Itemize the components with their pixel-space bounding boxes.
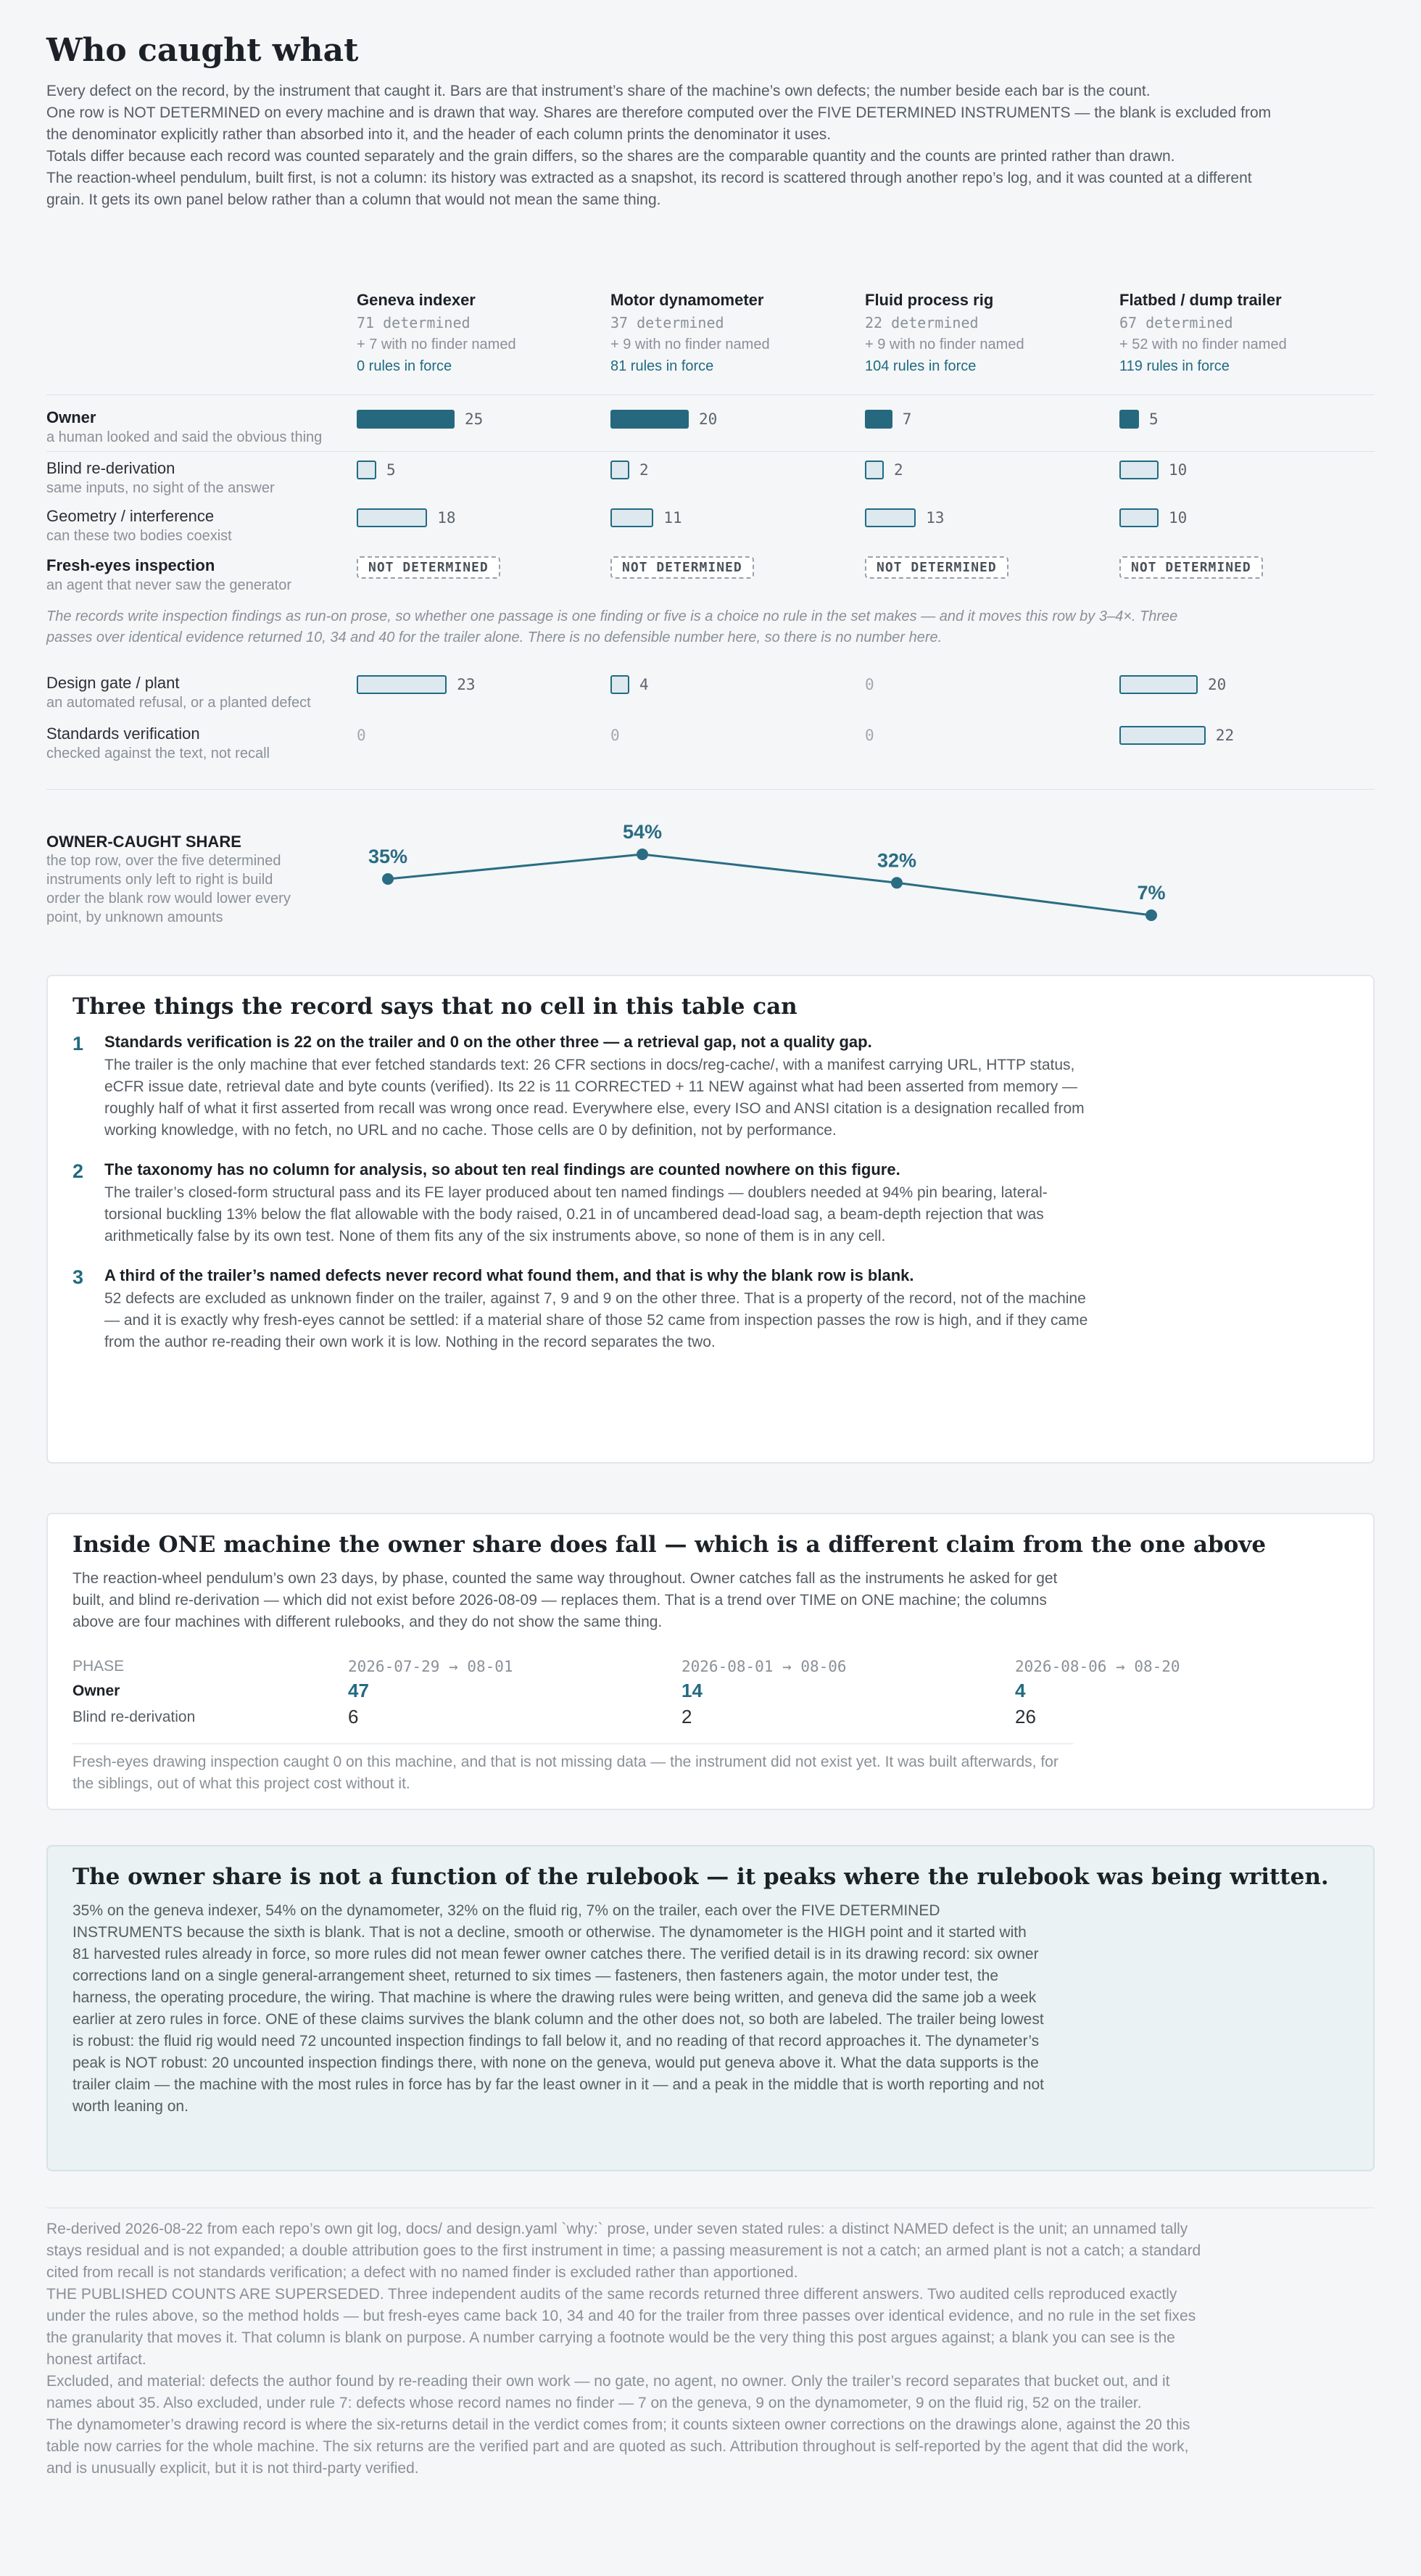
row-name: Design gate / plant (46, 674, 180, 692)
three-things-card (46, 975, 1375, 1464)
rulebook-title: The owner share is not a function of the rulebook — it peaks where the rulebook was being written. (72, 1864, 1329, 1890)
item-number: 2 (72, 1160, 84, 1182)
table-cell (610, 724, 620, 746)
no-finder-count: + 9 with no finder named (865, 337, 1024, 352)
table-cell (1119, 507, 1187, 529)
owner-share-label (46, 833, 293, 927)
count-label: 0 (865, 676, 874, 693)
determined-count: 37 determined (610, 314, 724, 331)
row-name: Standards verification (46, 724, 200, 743)
owner-divider (46, 451, 1375, 452)
phase-owner-value: 47 (348, 1680, 369, 1701)
bar (357, 410, 455, 429)
row-label (46, 506, 365, 545)
table-cell (1119, 724, 1234, 746)
row-subtitle: an automated refusal, or a planted defect (46, 695, 311, 711)
item-number: 1 (72, 1033, 84, 1054)
three-things-list (72, 1033, 1348, 1353)
intro-p1: Every defect on the record, by the instrument that caught it. Bars are that instrument’s share of the machine’s own defects; the number beside each bar is the count. (46, 83, 1151, 99)
row-subtitle: a human looked and said the obvious thing (46, 429, 323, 445)
no-finder-count: + 9 with no finder named (610, 337, 770, 352)
methods-p4: The dynamometer’s drawing record is where the six-returns detail in the verdict comes from; it counts sixteen owner corrections on the drawings alone, against the 20 this table now carries for the whole machine. The six returns are the verified part and are quoted as such. Attribution throughout is self-reported by the agent that did the work, and is unusually explicit, but it is not third-party verified. (46, 2416, 1190, 2477)
column-header (610, 271, 857, 377)
phase-dates: 2026-08-06 → 08-20 (1015, 1658, 1180, 1675)
table-cell (865, 408, 911, 430)
count-label: 20 (1208, 676, 1227, 693)
row-label (46, 724, 365, 763)
table-cell (357, 507, 455, 529)
table-cell (1119, 674, 1226, 695)
three-things-title: Three things the record says that no cell in this table can (72, 994, 798, 1020)
count-label: 0 (357, 727, 366, 744)
count-label: 18 (437, 509, 456, 527)
phase-blind-value: 2 (682, 1706, 692, 1727)
rules-in-force: 0 rules in force (357, 358, 452, 374)
bar (1119, 675, 1198, 694)
table-cell (865, 724, 874, 746)
intro-p4: The reaction-wheel pendulum, built first, is not a column: its history was extracted as a snapshot, its record is scattered through another repo’s log, and it was counted at a different grain. It gets its own panel below rather than a column that would not mean the same thing. (46, 170, 1252, 208)
determined-count: 22 determined (865, 314, 979, 331)
count-label: 23 (457, 676, 476, 693)
count-label: 7 (902, 410, 912, 428)
phase-dates: 2026-07-29 → 08-01 (348, 1658, 513, 1675)
pendulum-card (46, 1513, 1375, 1810)
owner-share-value-label: 54% (622, 821, 663, 843)
owner-share-value-label: 32% (877, 849, 917, 872)
bar (357, 675, 447, 694)
row-label (46, 458, 365, 498)
list-item (72, 1033, 1348, 1142)
rules-in-force: 119 rules in force (1119, 358, 1230, 374)
table-cell (610, 674, 649, 695)
pendulum-footnote: Fresh-eyes drawing inspection caught 0 on this machine, and that is not missing data — the instrument did not exist yet. It was built afterwards, for the siblings, out of what this project cost without it. (72, 1743, 1073, 1795)
column-title: Flatbed / dump trailer (1119, 291, 1282, 309)
defect-table (46, 0, 1375, 798)
no-finder-count: + 52 with no finder named (1119, 337, 1287, 352)
count-label: 0 (610, 727, 620, 744)
table-cell (357, 724, 366, 746)
phase-dates: 2026-08-01 → 08-06 (682, 1658, 847, 1675)
not-determined-badge: NOT DETERMINED (865, 556, 1008, 579)
methods-p1: Re-derived 2026-08-22 from each repo’s own git log, docs/ and design.yaml `why:` prose, under seven stated rules: a distinct NAMED defect is the unit; an unnamed tally stays residual and is not expanded; a double attribution goes to the first instrument in time; a passing measurement is not a catch; an armed plant is not a catch; a standard cited from recall is not standards verification; a defect with no named finder is excluded rather than apportioned. (46, 2221, 1201, 2281)
bar (1119, 461, 1159, 479)
column-title: Fluid process rig (865, 291, 994, 309)
count-label: 2 (639, 461, 649, 479)
determined-count: 71 determined (357, 314, 471, 331)
count-label: 20 (699, 410, 718, 428)
bar (865, 461, 884, 479)
phase-table (72, 1658, 1348, 1730)
not-determined-badge: NOT DETERMINED (1119, 556, 1263, 579)
pendulum-body: The reaction-wheel pendulum’s own 23 days, by phase, counted the same way throughout. Owner catches fall as the instruments he asked for get built, and blind re-derivation — which did not exist before 2026-08-09 — replaces them. That is a trend over TIME on ONE machine; the columns above are four machines with different rulebooks, and they do not show the same thing. (72, 1570, 1058, 1630)
table-cell (610, 556, 754, 578)
rulebook-card (46, 1845, 1375, 2171)
count-label: 10 (1169, 509, 1188, 527)
rules-in-force: 104 rules in force (865, 358, 977, 374)
item-text: The trailer is the only machine that ever fetched standards text: 26 CFR sections in docs/reg-cache/, with a manifest carrying URL, HTTP status, eCFR issue date, retrieval date and byte counts (verified). Its 22 is 11 CORRECTED + 11 NEW against what had been asserted from memory — roughly half of what it first asserted from recall was wrong once read. Everywhere else, every ISO and ANSI citation is a designation recalled from working knowledge, with no fetch, no URL and no cache. Those cells are 0 by definition, not by performance. (104, 1057, 1085, 1139)
phase-blind-value: 6 (348, 1706, 359, 1727)
table-cell (357, 408, 483, 430)
row-subtitle: checked against the text, not recall (46, 746, 270, 761)
item-heading: The taxonomy has no column for analysis, so about ten real findings are counted nowhere on this figure. (104, 1160, 900, 1178)
list-item (72, 1266, 1348, 1353)
column-title: Geneva indexer (357, 291, 476, 309)
bar (865, 508, 916, 527)
row-subtitle: an agent that never saw the generator (46, 577, 292, 593)
phase-owner-value: 14 (682, 1680, 703, 1701)
bar (357, 508, 427, 527)
page-title: Who caught what (46, 32, 359, 69)
table-cell (865, 674, 874, 695)
not-determined-badge: NOT DETERMINED (610, 556, 754, 579)
item-text: 52 defects are excluded as unknown finder on the trailer, against 7, 9 and 9 on the other three. That is a property of the record, not of the machine — and it is exactly why fresh-eyes cannot be settled: if a material share of those 52 came from inspection passes the row is high, and if they came from the author re-reading their own work it is low. Nothing in the record separates the two. (104, 1290, 1088, 1350)
methods-p3: Excluded, and material: defects the author found by re-reading their own work — no gate, no agent, no owner. Only the trailer’s record separates that bucket out, and it names about 35. Also excluded, under rule 7: defects whose record names no finder — 7 on the geneva, 9 on the dynamometer, 9 on the fluid rig, 52 on the trailer. (46, 2373, 1170, 2411)
table-cell (357, 459, 396, 481)
bar (610, 410, 689, 429)
table-cell (865, 507, 944, 529)
table-cell (1119, 459, 1187, 481)
bar (865, 410, 892, 429)
rulebook-body: 35% on the geneva indexer, 54% on the dynamometer, 32% on the fluid rig, 7% on the trailer, each over the FIVE DETERMINED INSTRUMENTS because the sixth is blank. That is not a decline, smooth or otherwise. The dynamometer is the HIGH point and it started with 81 harvested rules already in force, so more rules did not mean fewer owner catches there. The verified detail is in its drawing record: six owner corrections land on a single general-arrangement sheet, returned to six times — fasteners, then fasteners again, the motor under test, the harness, the operating procedure, the wiring. That machine is where the drawing rules were being written, and geneva did the same job a week earlier at zero rules in force. ONE of these claims survives the blank column and the other does not, so both are labeled. The trailer being lowest is robust: the fluid rig would need 72 uncounted inspection findings to fall below it, and no reading of that record approaches it. The dynameter’s peak is NOT robust: 20 uncounted inspection findings there, with none on the geneva, would put geneva above it. What the data supports is the trailer claim — the machine with the most rules in force has by far the least owner in it — and a peak in the middle that is worth reporting and not worth leaning on. (72, 1902, 1044, 2115)
table-cell (1119, 556, 1263, 578)
table-cell (357, 674, 475, 695)
count-label: 25 (465, 410, 484, 428)
owner-share-subtitle: the top row, over the five determined instruments only left to right is build order the blank row would lower every point, by unknown amounts (46, 853, 291, 925)
item-heading: A third of the trailer’s named defects never record what found them, and that is why the blank row is blank. (104, 1266, 914, 1284)
phase-blind-label: Blind re-derivation (72, 1709, 196, 1725)
row-subtitle: can these two bodies coexist (46, 528, 232, 544)
not-determined-badge: NOT DETERMINED (357, 556, 500, 579)
count-label: 11 (663, 509, 682, 527)
no-finder-count: + 7 with no finder named (357, 337, 516, 352)
bar (357, 461, 376, 479)
row-name: Geometry / interference (46, 507, 215, 525)
intro-p2: One row is NOT DETERMINED on every machine and is drawn that way. Shares are therefore computed over the FIVE DETERMINED INSTRUMENTS — the blank is excluded from the denominator explicitly rather than absorbed into it, and the header of each column prints the denominator it uses. (46, 104, 1272, 143)
bar (610, 675, 629, 694)
table-cell (357, 556, 500, 578)
bar (610, 461, 629, 479)
phase-label: PHASE (72, 1658, 125, 1675)
table-cell (865, 556, 1008, 578)
bar (610, 508, 653, 527)
row-label (46, 673, 365, 712)
row-name: Owner (46, 408, 96, 426)
table-cell (610, 459, 649, 481)
phase-owner-value: 4 (1015, 1680, 1026, 1701)
table-cell (1119, 408, 1159, 430)
count-label: 4 (639, 676, 649, 693)
count-label: 0 (865, 727, 874, 744)
count-label: 5 (386, 461, 396, 479)
column-header (357, 271, 603, 377)
count-label: 22 (1215, 727, 1235, 744)
table-cell (610, 408, 717, 430)
column-header (1119, 271, 1366, 377)
bar (1119, 726, 1206, 745)
owner-share-value-label: 35% (368, 846, 408, 867)
count-label: 5 (1149, 410, 1159, 428)
not-determined-note: The records write inspection findings as run-on prose, so whether one passage is one finding or five is a choice no rule in the set makes — and it moves this row by 3–4×. Three passes over identical evidence returned 10, 34 and 40 for the trailer alone. There is no defensible number here, so there is no number here. (46, 608, 1178, 645)
owner-share-title: OWNER-CAUGHT SHARE (46, 833, 241, 851)
row-subtitle: same inputs, no sight of the answer (46, 480, 275, 496)
table-cell (865, 459, 903, 481)
table-divider (46, 789, 1375, 790)
bar (1119, 508, 1159, 527)
phase-blind-value: 26 (1015, 1706, 1036, 1727)
bar (1119, 410, 1139, 429)
item-heading: Standards verification is 22 on the trailer and 0 on the other three — a retrieval gap, not a quality gap. (104, 1033, 872, 1051)
row-name: Blind re-derivation (46, 459, 175, 477)
methods-p2: THE PUBLISHED COUNTS ARE SUPERSEDED. Three independent audits of the same records returned three different answers. Two audited cells reproduced exactly under the rules above, so the method holds — but fresh-eyes came back 10, 34 and 40 for the trailer from three passes over identical evidence, and no rule in the set fixes the granularity that moves it. That column is blank on purpose. A number carrying a footnote would be the very thing this post argues against; a blank you can see is the honest artifact. (46, 2286, 1196, 2368)
intro-p3: Totals differ because each record was counted separately and the grain differs, so the shares are the comparable quantity and the counts are printed rather than drawn. (46, 148, 1175, 165)
row-label (46, 556, 365, 595)
owner-share-value-label: 7% (1137, 882, 1166, 904)
rules-in-force: 81 rules in force (610, 358, 714, 374)
table-cell (610, 507, 682, 529)
row-label (46, 408, 365, 447)
phase-owner-label: Owner (72, 1683, 120, 1699)
determined-count: 67 determined (1119, 314, 1233, 331)
count-label: 13 (926, 509, 945, 527)
pendulum-title: Inside ONE machine the owner share does fall — which is a different claim from the one above (72, 1532, 1267, 1558)
column-title: Motor dynamometer (610, 291, 764, 309)
item-text: The trailer’s closed-form structural pass and its FE layer produced about ten named findings — doublers needed at 94% pin bearing, lateral-torsional buckling 13% below the flat allowable with the body raised, 0.21 in of uncambered dead-load sag, a beam-depth rejection that was arithmetically false by its own test. None of them fits any of the six instruments above, so none of them is in any cell. (104, 1184, 1048, 1244)
list-item (72, 1160, 1348, 1247)
methods-notes (46, 2208, 1375, 2480)
count-label: 10 (1169, 461, 1188, 479)
row-name: Fresh-eyes inspection (46, 556, 215, 574)
count-label: 2 (894, 461, 903, 479)
item-number: 3 (72, 1266, 84, 1288)
column-header (865, 271, 1111, 377)
